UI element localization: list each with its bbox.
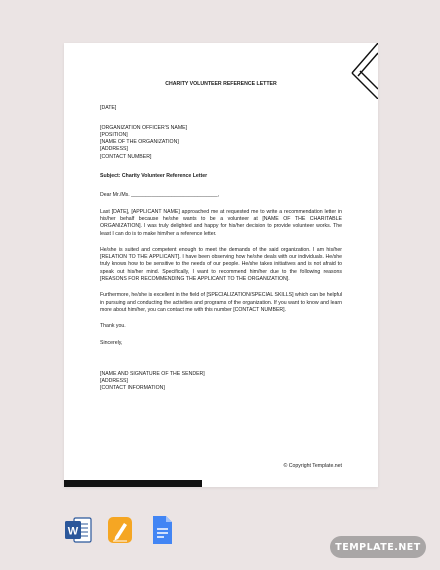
letter-page (64, 43, 378, 487)
word-icon-letter: W (67, 525, 79, 538)
google-docs-icon[interactable] (148, 515, 176, 545)
sender-block (100, 371, 342, 393)
word-icon[interactable] (64, 515, 92, 545)
recipient-line: [ADDRESS] (100, 146, 128, 153)
recipient-line: [NAME OF THE ORGANIZATION] (100, 139, 179, 146)
recipient-line: [CONTACT NUMBER] (100, 153, 152, 160)
letter-date: [DATE] (100, 105, 117, 112)
letter-title: CHARITY VOLUNTEER REFERENCE LETTER (165, 81, 277, 87)
letter-body (100, 81, 342, 393)
letter-thanks: Thank you. (100, 323, 126, 330)
recipient-line: [POSITION] (100, 131, 128, 138)
letter-subject: Subject: Charity Volunteer Reference Letter (100, 173, 208, 180)
recipient-line: [ORGANIZATION OFFICER'S NAME] (100, 124, 188, 131)
letter-closing: Sincerely, (100, 339, 123, 346)
sender-line: [CONTACT INFORMATION] (100, 385, 165, 392)
copyright-notice: © Copyright Template.net (283, 463, 342, 469)
sender-line: [NAME AND SIGNATURE OF THE SENDER] (100, 370, 205, 377)
app-icon-row (64, 515, 176, 545)
corner-decoration-icon (338, 43, 378, 99)
letter-paragraph: Furthermore, he/she is excellent in the field of [SPECIALIZATION/SPECIAL SKILLS] which can be helpful in pursuing and conducting the activities and programs of the organization. If you want to know and learn more about him/her, you can contact me with this number [CONTACT NUMBER]. (100, 292, 342, 313)
letter-paragraph: He/she is suited and competent enough to meet the demands of the said organization. I am his/her [RELATION TO THE APPLICANT]. I have been observing how he/she deals with our individuals. He/she truly knows how to be sensitive to the needs of our people. He/she takes initiatives and is not afraid to speak out his/her mind. Specifically, I want to recommend him/her due to the following reasons [REASONS FOR RECOMMENDING THE APPLICANT TO THE ORGANIZATION]. (100, 246, 342, 283)
recipient-block (100, 125, 342, 161)
bottom-accent-bar (64, 480, 202, 487)
template-net-badge[interactable]: TEMPLATE.NET (330, 536, 426, 558)
letter-paragraph: Last [DATE], [APPLICANT NAME] approached me at requested me to write a recommendation letter in his/her behalf because he/she wants to be a volunteer at [NAME OF THE CHARITABLE ORGANIZATION]. I was truly delighted and happy for his/her decision to provide volunteer works. The least I can do is to make him/her a reference letter. (100, 208, 342, 237)
letter-salutation: Dear Mr./Ms. ______________________________, (100, 192, 220, 199)
pages-icon[interactable] (106, 515, 134, 545)
sender-line: [ADDRESS] (100, 378, 128, 385)
